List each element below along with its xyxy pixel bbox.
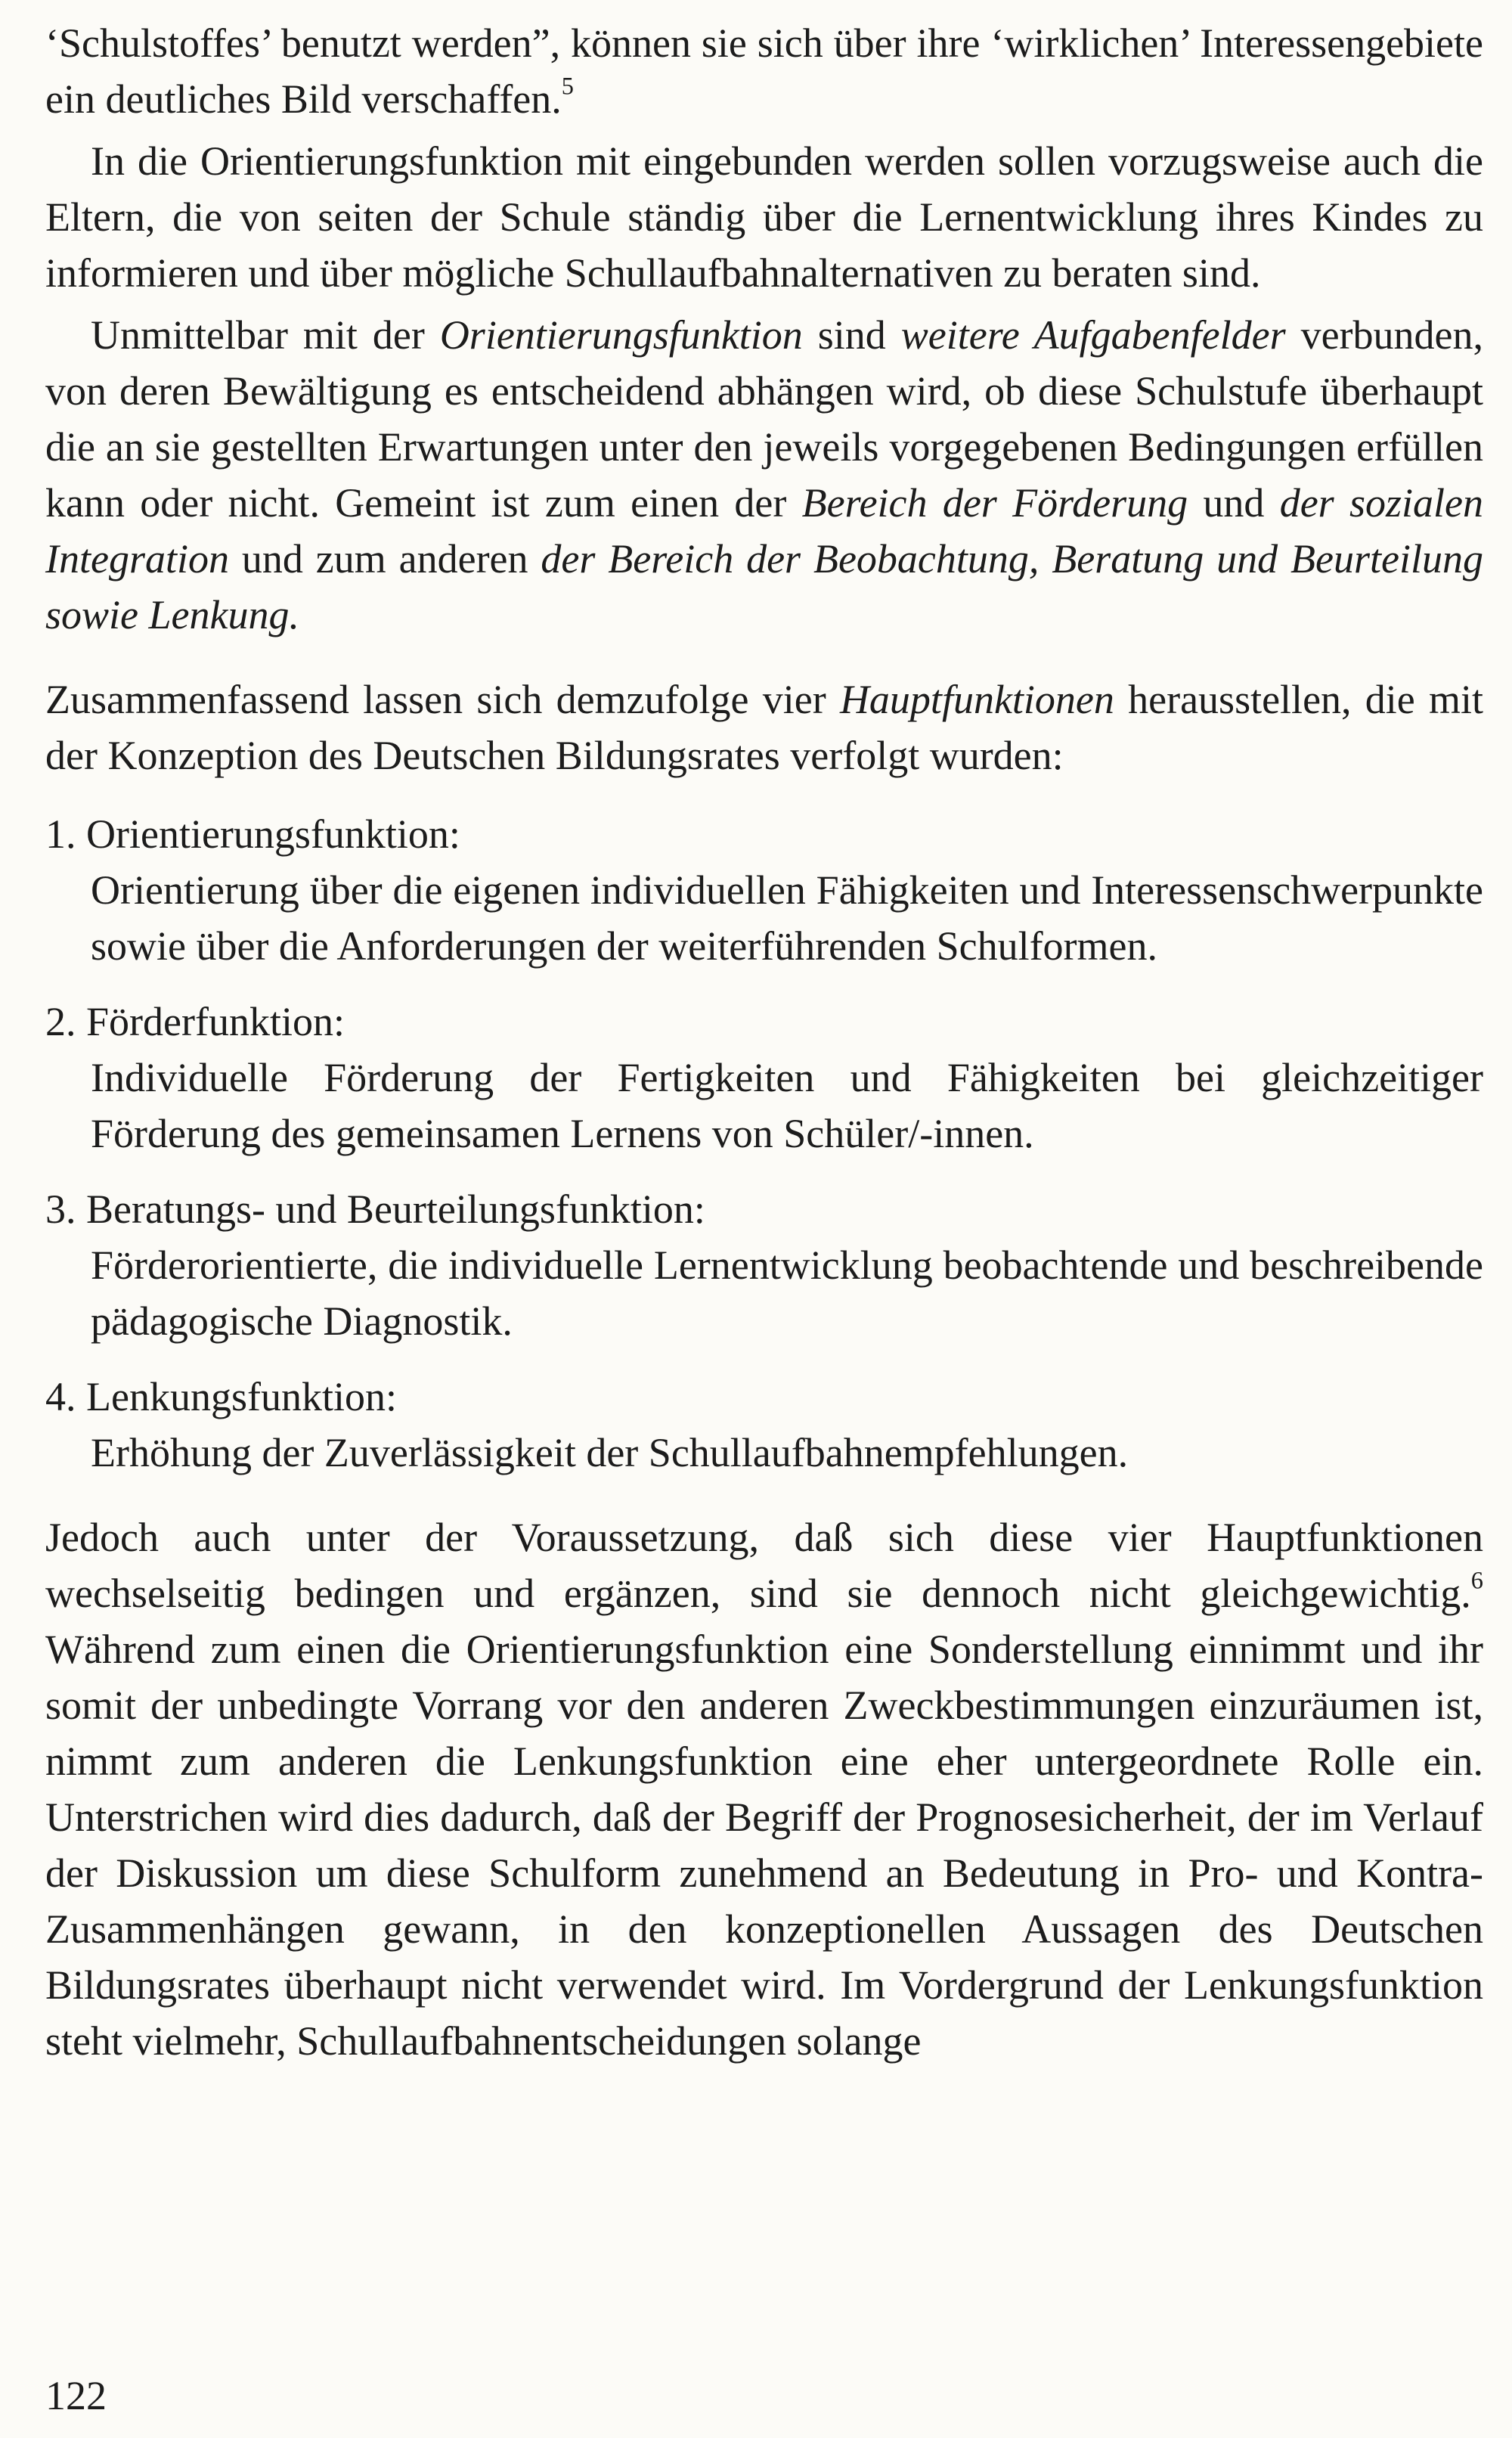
function-description: Förderorientierte, die individuelle Lernentwicklung beobachtende und beschreibende pädagogische Diagnostik. [91,1242,1483,1344]
footnote-marker: 6 [1470,1567,1483,1595]
emphasis: weitere Aufgabenfelder [900,312,1286,358]
list-item [45,806,1483,974]
emphasis: der sozialen Integration [45,480,1483,582]
paragraph-3: Unmittelbar mit der Orientierungsfunktion sind weitere Aufgabenfelder verbunden, von deren Bewältigung es entscheidend abhängen wird, ob diese Schulstufe überhaupt die an sie gestellten Erwartungen unter den jeweils vorgegebenen Bedingungen erfüllen kann oder nicht. Gemeint ist zum einen der Bereich der Förderung und der sozialen Integration und zum anderen der Bereich der Beobachtung, Beratung und Beurteilung sowie Lenkung. [45,312,1484,637]
emphasis: Bereich der Förderung [801,480,1188,526]
emphasis: Orientierungsfunktion [439,312,803,358]
footnote-marker: 5 [561,73,574,101]
body-text [45,15,1483,2069]
list-item [45,1181,1483,1349]
paragraph-1: ‘Schulstoffes’ benutzt werden”, können sie sich über ihre ‘wirklichen’ Interessengebiete ein deutliches Bild verschaffen.$^5$ [45,20,1483,122]
function-description: Orientierung über die eigenen individuellen Fähigkeiten und Interessenschwerpunkte sowie über die Anforderungen der weiterführenden Schulformen. [91,867,1483,969]
list-item [45,994,1483,1162]
function-heading: 4. Lenkungsfunktion: [45,1374,397,1419]
page-number: 122 [45,2373,107,2418]
paragraph-4: Zusammenfassend lassen sich demzufolge vier Hauptfunktionen herausstellen, die mit der Konzeption des Deutschen Bildungsrates verfolgt wurden: [45,677,1484,778]
list-item [45,1369,1483,1481]
function-heading: 2. Förderfunktion: [45,999,345,1044]
paragraph-5: Jedoch auch unter der Voraussetzung, daß sich diese vier Hauptfunktionen wechselseitig bedingen und ergänzen, sind sie dennoch nicht gleichgewichtig.$^6$ Während zum einen die Orientierungsfunktion eine Sonderstellung einnimmt und ihr somit der unbedingte Vorrang vor den anderen Zweckbestimmungen einzuräumen ist, nimmt zum anderen die Lenkungsfunktion eine eher untergeordnete Rolle ein. Unterstrichen wird dies dadurch, daß der Begriff der Prognosesicherheit, der im Verlauf der Diskussion um diese Schulform zunehmend an Bedeutung in Pro- und Kontra-Zusammenhängen gewann, in den konzeptionellen Aussagen des Deutschen Bildungsrates überhaupt nicht verwendet wird. Im Vordergrund der Lenkungsfunktion steht vielmehr, Schullaufbahnentscheidungen solange [45,1515,1483,2064]
paragraph-2: In die Orientierungsfunktion mit eingebunden werden sollen vorzugsweise auch die Eltern, die von seiten der Schule ständig über die Lernentwicklung ihres Kindes zu informieren und über mögliche Schullaufbahnalternativen zu beraten sind. [45,138,1483,296]
function-heading: 3. Beratungs- und Beurteilungsfunktion: [45,1186,705,1232]
function-list [45,806,1483,1481]
emphasis: der Bereich der Beobachtung, Beratung und Beurteilung sowie Lenkung. [45,536,1483,637]
function-description: Individuelle Förderung der Fertigkeiten und Fähigkeiten bei gleichzeitiger Förderung des gemeinsamen Lernens von Schüler/-innen. [91,1055,1483,1156]
function-description: Erhöhung der Zuverlässigkeit der Schullaufbahnempfehlungen. [91,1430,1129,1475]
function-heading: 1. Orientierungsfunktion: [45,811,460,857]
emphasis: Hauptfunktionen [839,677,1114,722]
